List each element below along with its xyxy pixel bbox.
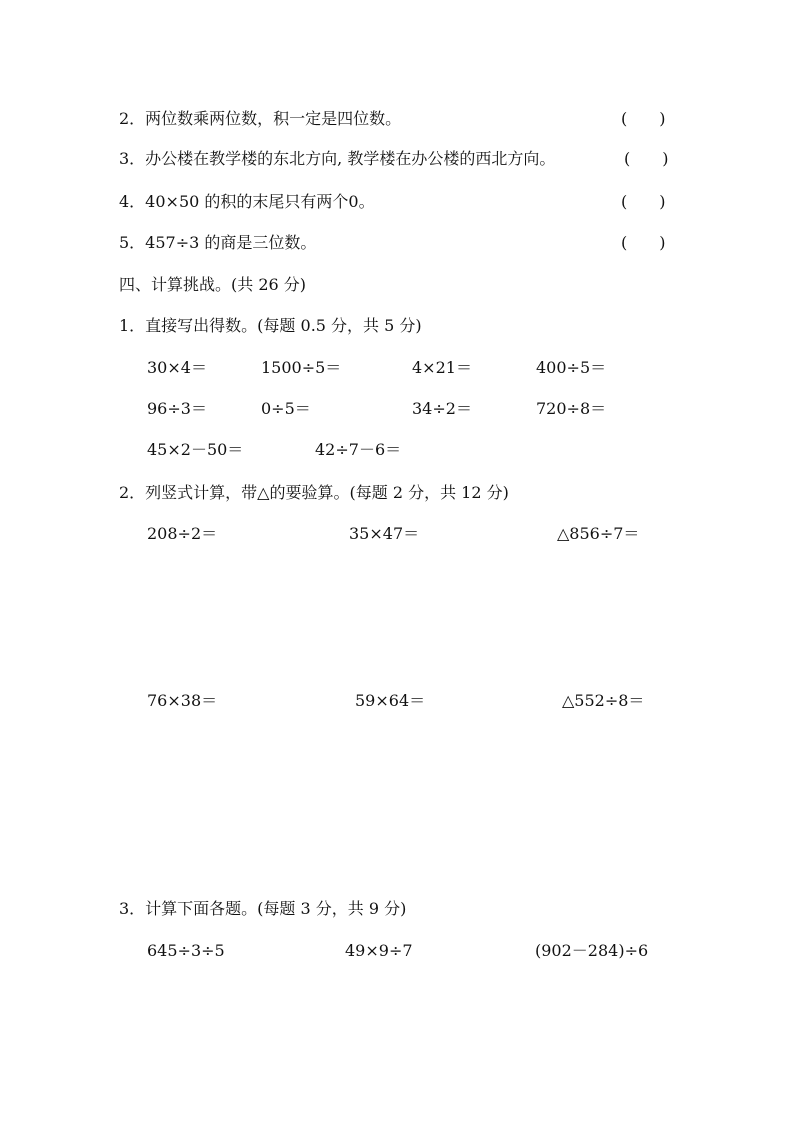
vertical-calc-expr: 76×38＝ <box>147 691 218 710</box>
judgment-item-2: 2．两位数乘两位数，积一定是四位数。 <box>119 109 402 128</box>
question-2-title: 2．列竖式计算，带△的要验算。(每题 2 分，共 12 分) <box>119 483 509 502</box>
section-title: 四、计算挑战。(共 26 分) <box>119 275 307 294</box>
oral-expr: 4×21＝ <box>412 358 472 377</box>
vertical-calc-expr: 59×64＝ <box>355 691 426 710</box>
oral-expr: 96÷3＝ <box>147 399 207 418</box>
judgment-item-3: 3．办公楼在教学楼的东北方向, 教学楼在办公楼的西北方向。 <box>119 149 556 168</box>
calc-expr: (902－284)÷6 <box>535 941 649 960</box>
answer-paren-4[interactable]: ( ) <box>621 192 666 211</box>
answer-paren-5[interactable]: ( ) <box>621 233 666 252</box>
oral-expr: 34÷2＝ <box>412 399 472 418</box>
oral-expr: 400÷5＝ <box>536 358 607 377</box>
calc-expr: 645÷3÷5 <box>147 941 225 960</box>
oral-expr: 45×2－50＝ <box>147 440 244 459</box>
judgment-item-5: 5．457÷3 的商是三位数。 <box>119 233 317 252</box>
answer-paren-2[interactable]: ( ) <box>621 109 666 128</box>
calc-expr: 49×9÷7 <box>345 941 413 960</box>
oral-expr: 30×4＝ <box>147 358 207 377</box>
oral-expr: 42÷7－6＝ <box>315 440 402 459</box>
oral-expr: 0÷5＝ <box>261 399 311 418</box>
vertical-calc-expr: △856÷7＝ <box>557 524 640 543</box>
answer-paren-3[interactable]: ( ) <box>624 149 669 168</box>
oral-expr: 720÷8＝ <box>536 399 607 418</box>
question-1-title: 1．直接写出得数。(每题 0.5 分，共 5 分) <box>119 316 422 335</box>
question-3-title: 3．计算下面各题。(每题 3 分，共 9 分) <box>119 899 407 918</box>
judgment-item-4: 4．40×50 的积的末尾只有两个0。 <box>119 192 375 211</box>
vertical-calc-expr: 208÷2＝ <box>147 524 218 543</box>
vertical-calc-expr: 35×47＝ <box>349 524 420 543</box>
oral-expr: 1500÷5＝ <box>261 358 342 377</box>
vertical-calc-expr: △552÷8＝ <box>562 691 645 710</box>
